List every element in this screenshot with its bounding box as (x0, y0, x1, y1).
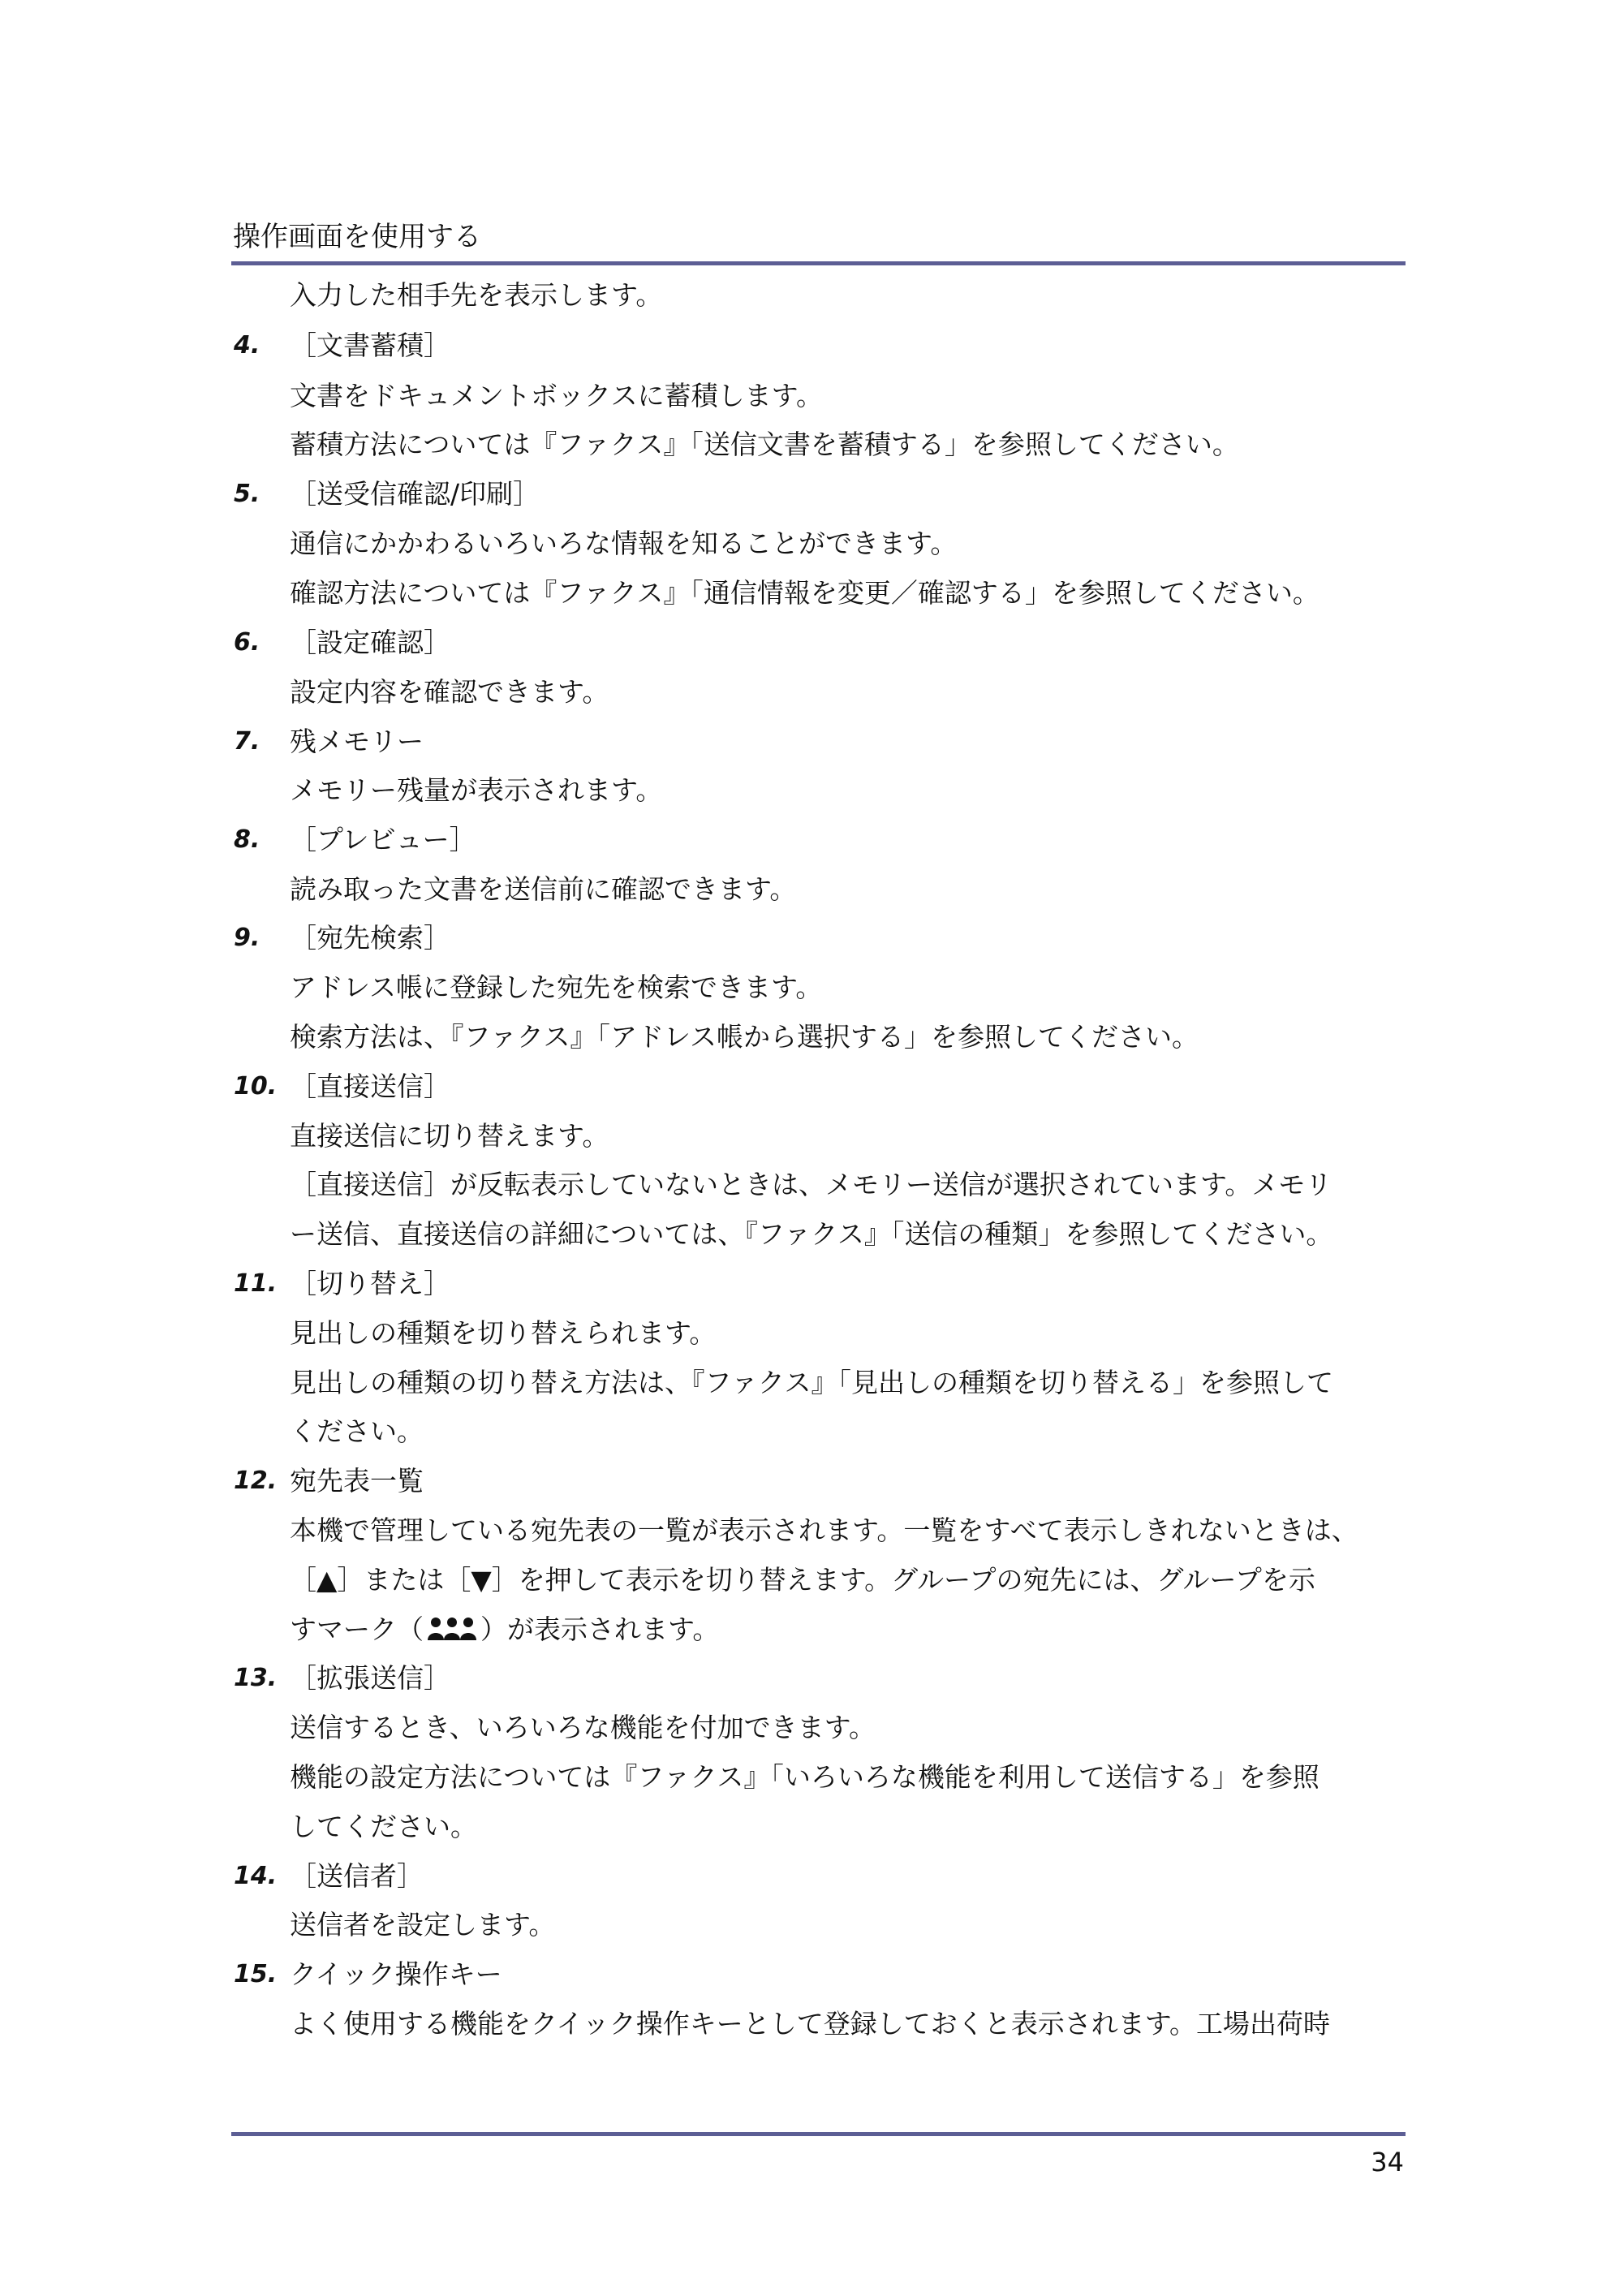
body-line: 読み取った文書を送信前に確認できます。 (290, 873, 797, 905)
item-number: 15. (234, 1960, 278, 1988)
item-15-heading (234, 1957, 1410, 1992)
footer-rule (231, 2132, 1406, 2136)
item-13-heading (234, 1661, 1410, 1696)
page-number: 34 (1371, 2147, 1404, 2178)
item-number: 7. (234, 727, 260, 756)
item-10-heading (234, 1069, 1410, 1105)
item-7-heading (234, 724, 1410, 760)
item-label: ［送受信確認/印刷］ (290, 478, 540, 510)
body-line: 直接送信に切り替えます。 (290, 1120, 609, 1152)
item-label: ［直接送信］ (290, 1070, 450, 1102)
item-label: ［送信者］ (290, 1860, 424, 1892)
body-line: 設定内容を確認できます。 (290, 676, 609, 708)
item-label: 残メモリー (290, 726, 424, 757)
item-number: 6. (234, 628, 260, 657)
item-label: ［拡張送信］ (290, 1662, 450, 1694)
body-line: 入力した相手先を表示します。 (290, 279, 663, 311)
item-label: ［文書蓄積］ (290, 330, 450, 361)
body-line: よく使用する機能をクイック操作キーとして登録しておくと表示されます。工場出荷時 (290, 2008, 1331, 2040)
item-5-heading (234, 476, 1410, 512)
body-line: ［▲］または［▼］を押して表示を切り替えます。グループの宛先には、グループを示 (290, 1564, 1315, 1596)
group-icon (427, 1615, 477, 1641)
body-line: ー送信、直接送信の詳細については、『ファクス』「送信の種類」を参照してください。 (290, 1218, 1333, 1250)
item-number: 13. (234, 1664, 278, 1692)
item-label: クイック操作キー (290, 1958, 502, 1990)
body-line: ください。 (290, 1415, 424, 1447)
item-label: ［プレビュー］ (290, 824, 476, 855)
item-number: 11. (234, 1269, 278, 1298)
item-number: 14. (234, 1862, 278, 1890)
item-number: 4. (234, 331, 260, 360)
body-line: 蓄積方法については『ファクス』「送信文書を蓄積する」を参照してください。 (290, 429, 1239, 460)
item-number: 8. (234, 825, 260, 854)
body-line: ［直接送信］が反転表示していないときは、メモリー送信が選択されています。メモリ (290, 1169, 1332, 1200)
item-12-heading (234, 1463, 1410, 1499)
body-line: 送信するとき、いろいろな機能を付加できます。 (290, 1712, 876, 1743)
item-label: 宛先表一覧 (290, 1465, 424, 1497)
item-label: ［宛先検索］ (290, 922, 450, 954)
item-label: ［切り替え］ (290, 1268, 450, 1299)
body-line: 検索方法は、『ファクス』「アドレス帳から選択する」を参照してください。 (290, 1021, 1199, 1053)
body-line: アドレス帳に登録した宛先を検索できます。 (290, 971, 823, 1003)
item-14-heading (234, 1859, 1410, 1894)
item-number: 10. (234, 1072, 278, 1101)
item-label: ［設定確認］ (290, 627, 450, 658)
body-line: 機能の設定方法については『ファクス』「いろいろな機能を利用して送信する」を参照 (290, 1761, 1319, 1793)
body-line: 通信にかかわるいろいろな情報を知ることができます。 (290, 528, 958, 559)
body-line: 文書をドキュメントボックスに蓄積します。 (290, 380, 824, 411)
body-line: 本機で管理している宛先表の一覧が表示されます。一覧をすべて表示しきれないときは、 (290, 1514, 1358, 1546)
item-6-heading (234, 625, 1410, 661)
body-line: 送信者を設定します。 (290, 1909, 556, 1941)
item-number: 5. (234, 480, 260, 508)
text-run: すマーク（ (290, 1613, 424, 1645)
body-line: 見出しの種類の切り替え方法は、『ファクス』「見出しの種類を切り替える」を参照して (290, 1367, 1334, 1398)
body-line: 確認方法については『ファクス』「通信情報を変更／確認する」を参照してください。 (290, 577, 1319, 609)
text-run: ）が表示されます。 (480, 1613, 720, 1645)
item-4-heading (234, 328, 1410, 364)
item-number: 12. (234, 1467, 278, 1495)
body-line: メモリー残量が表示されます。 (290, 774, 663, 806)
body-line (290, 1612, 1410, 1648)
item-11-heading (234, 1266, 1410, 1302)
item-number: 9. (234, 924, 260, 952)
body-line: してください。 (290, 1811, 477, 1842)
item-9-heading (234, 920, 1410, 956)
page-header-title: 操作画面を使用する (233, 221, 481, 253)
header-rule (231, 261, 1406, 265)
item-8-heading (234, 822, 1410, 858)
body-line: 見出しの種類を切り替えられます。 (290, 1317, 717, 1349)
